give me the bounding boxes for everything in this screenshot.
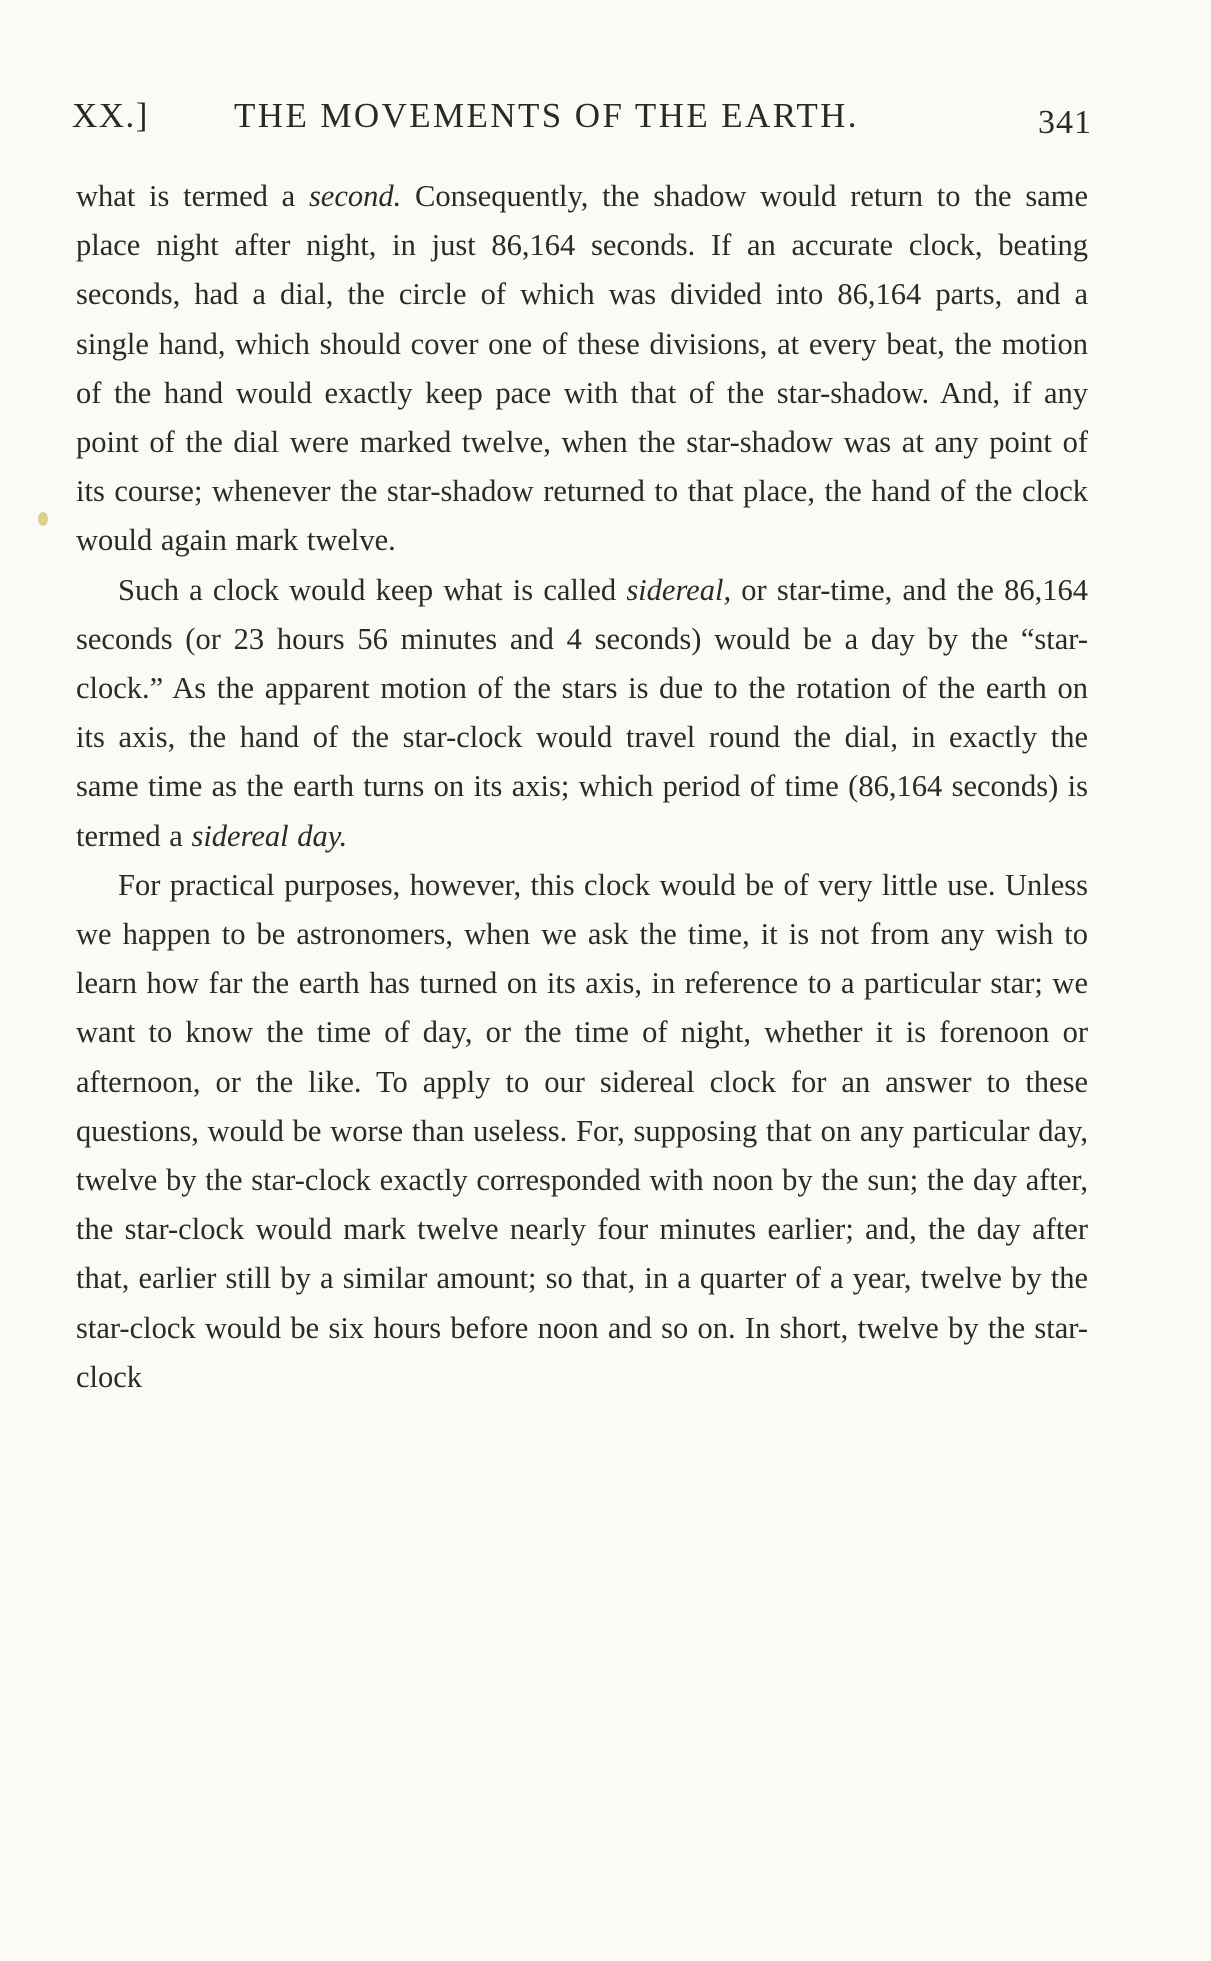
ink-spot-mark <box>38 512 48 526</box>
chapter-marker: XX.] <box>72 96 149 135</box>
italic-term-sidereal-day: sidereal day. <box>191 818 348 853</box>
paragraph-1-text-a: what is termed a <box>76 179 309 213</box>
paragraph-2-text-a: Such a clock would keep what is called <box>118 572 627 607</box>
running-title: THE MOVEMENTS OF THE EARTH. <box>234 96 859 135</box>
page-number: 341 <box>1038 104 1092 141</box>
italic-term-second: second. <box>308 179 402 213</box>
paragraph-2 <box>76 566 1088 861</box>
paragraph-2-text-b: or star-time, and the 86,164 seconds (or 23 hours 56 minutes and 4 seconds) would be a day by the “star-clock.” As the apparent motion of the stars is due to the rotation of the earth on its axis, the hand of the star-clock would travel round the dial, in exactly the same time as the earth turns on its axis; which period of time (86,164 seconds) is termed a <box>76 572 1088 853</box>
body-text <box>76 172 1088 1402</box>
italic-term-sidereal: sidereal, <box>626 572 732 607</box>
paragraph-1 <box>76 172 1088 566</box>
running-head <box>72 96 1092 146</box>
paragraph-3: For practical purposes, however, this clock would be of very little use. Unless we happen to be astronomers, when we ask the time, it is not from any wish to learn how far the earth has turned on its axis, in reference to a particular star; we want to know the time of day, or the time of night, whether it is forenoon or afternoon, or the like. To apply to our sidereal clock for an answer to these questions, would be worse than useless. For, supposing that on any particular day, twelve by the star-clock exactly corresponded with noon by the sun; the day after, the star-clock would mark twelve nearly four minutes earlier; and, the day after that, earlier still by a similar amount; so that, in a quarter of a year, twelve by the star-clock would be six hours before noon and so on. In short, twelve by the star-clock <box>76 867 1088 1394</box>
paragraph-1-text-b: Consequently, the shadow would return to the same place night after night, in just 86,164 seconds. If an accurate clock, beating seconds, had a dial, the circle of which was divided into 86,164 parts, and a single hand, which should cover one of these divisions, at every beat, the motion of the hand would exactly keep pace with that of the star-shadow. And, if any point of the dial were marked twelve, when the star-shadow was at any point of its course; whenever the star-shadow returned to that place, the hand of the clock would again mark twelve. <box>76 179 1088 558</box>
